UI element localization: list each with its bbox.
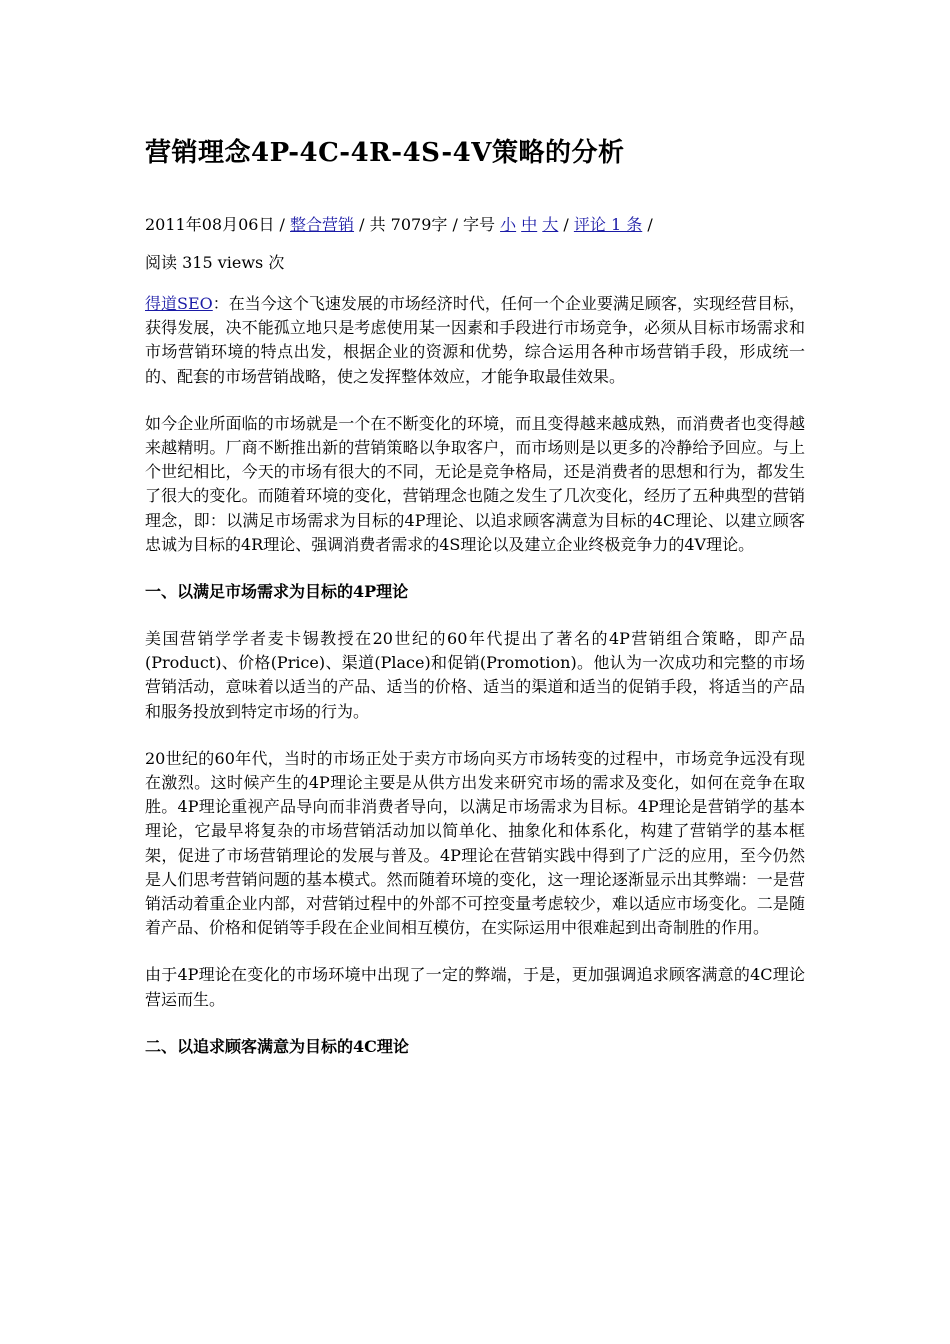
- comments-link[interactable]: 评论 1 条: [573, 215, 643, 234]
- meta-separator: /: [558, 215, 574, 234]
- body-paragraph: 20世纪的60年代，当时的市场正处于卖方市场向买方市场转变的过程中，市场竞争远没有现在激烈。这时候产生的4P理论主要是从供方出发来研究市场的需求及变化，如何在竞争在取胜。4P理论重视产品导向而非消费者导向，以满足市场需求为目标。4P理论是营销学的基本理论，它最早将复杂的市场营销活动加以简单化、抽象化和体系化，构建了营销学的基本框架，促进了市场营销理论的发展与普及。4P理论在营销实践中得到了广泛的应用，至今仍然是人们思考营销问题的基本模式。然而随着环境的变化，这一理论逐渐显示出其弊端：一是营销活动着重企业内部，对营销过程中的外部不可控变量考虑较少，难以适应市场变化。二是随着产品、价格和促销等手段在企业间相互模仿，在实际运用中很难起到出奇制胜的作用。: [145, 748, 805, 938]
- intro-text: ：在当今这个飞速发展的市场经济时代，任何一个企业要满足顾客，实现经营目标，获得发展，决不能孤立地只是考虑使用某一因素和手段进行市场竞争，必须从目标市场需求和市场营销环境的特点出发，根据企业的资源和优势，综合运用各种市场营销手段，形成统一的、配套的市场营销战略，使之发挥整体效应，才能争取最佳效果。: [145, 294, 805, 386]
- article-body: [145, 292, 805, 1082]
- body-paragraph: 如今企业所面临的市场就是一个在不断变化的环境，而且变得越来越成熟，而消费者也变得越来越精明。厂商不断推出新的营销策略以争取客户，而市场则是以更多的冷静给予回应。与上个世纪相比，今天的市场有很大的不同，无论是竞争格局，还是消费者的思想和行为，都发生了很大的变化。而随着环境的变化，营销理念也随之发生了几次变化，经历了五种典型的营销理念，即：以满足市场需求为目标的4P理论、以追求顾客满意为目标的4C理论、以建立顾客忠诚为目标的4R理论、强调消费者需求的4S理论以及建立企业终极竞争力的4V理论。: [145, 413, 805, 554]
- article-meta: [145, 206, 805, 282]
- meta-separator: /: [642, 215, 653, 234]
- meta-separator: /: [274, 215, 291, 234]
- font-size-small-link[interactable]: 小: [500, 215, 517, 234]
- meta-separator: /: [447, 215, 463, 234]
- section-heading: 二、以追求顾客满意为目标的4C理论: [145, 1036, 409, 1056]
- font-size-label: 字号: [462, 215, 495, 234]
- post-date: 2011年08月06日: [145, 215, 275, 234]
- body-paragraph: 由于4P理论在变化的市场环境中出现了一定的弊端，于是，更加强调追求顾客满意的4C理论营运而生。: [145, 965, 805, 1009]
- font-size-medium-link[interactable]: 中: [521, 215, 538, 234]
- word-count: 共 7079字: [369, 215, 448, 234]
- category-link[interactable]: 整合营销: [290, 215, 355, 234]
- article-title: 营销理念4P-4C-4R-4S-4V策略的分析: [145, 138, 625, 168]
- intro-paragraph: [145, 292, 805, 389]
- font-size-large-link[interactable]: 大: [542, 215, 559, 234]
- author-link[interactable]: 得道SEO: [145, 294, 213, 313]
- read-count: 阅读 315 views 次: [145, 253, 285, 272]
- meta-separator: /: [354, 215, 370, 234]
- body-paragraph: 美国营销学学者麦卡锡教授在20世纪的60年代提出了著名的4P营销组合策略，即产品(Product)、价格(Price)、渠道(Place)和促销(Promotion)。他认为一次成功和完整的市场营销活动，意味着以适当的产品、适当的价格、适当的渠道和适当的促销手段，将适当的产品和服务投放到特定市场的行为。: [145, 629, 805, 721]
- section-heading: 一、以满足市场需求为目标的4P理论: [145, 582, 409, 602]
